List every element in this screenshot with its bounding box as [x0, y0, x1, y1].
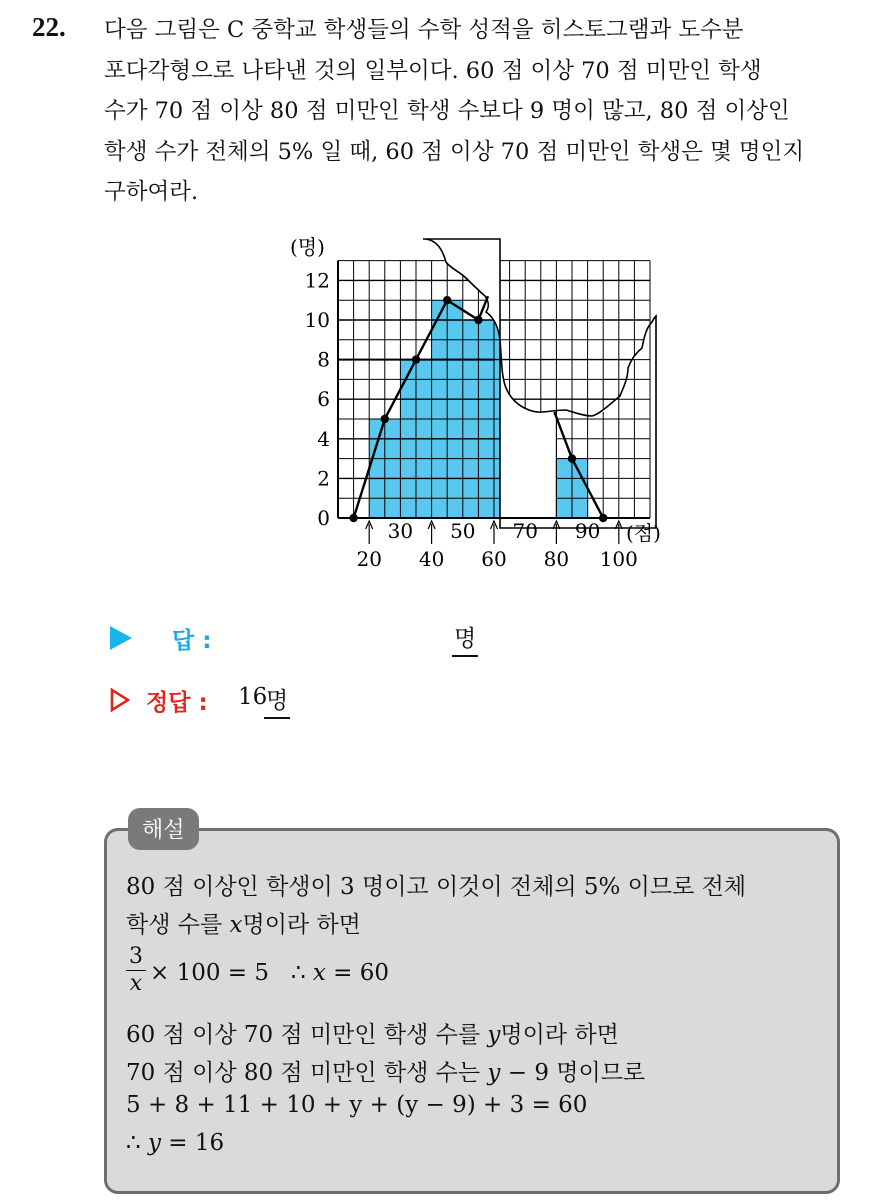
variable-y: y	[487, 1060, 501, 1086]
answer-label: 답 :	[172, 628, 212, 654]
text-span: − 9 명이므로	[500, 1060, 646, 1086]
x-tick-label: 40	[418, 547, 445, 571]
y-axis-title: (명)	[290, 235, 325, 259]
text-span: ∴	[126, 1130, 148, 1156]
question-line: 수가 70 점 이상 80 점 미만인 학생 수보다 9 명이 많고, 80 점 이상인	[104, 98, 790, 124]
y-tick-label: 8	[317, 347, 330, 372]
question-line: 학생 수가 전체의 5% 일 때, 60 점 이상 70 점 미만인 학생은 몇 명인지	[104, 138, 805, 165]
x-tick-label: 90	[574, 519, 601, 543]
answer-input[interactable]: 명	[452, 620, 478, 657]
x-tick-label: 30	[387, 519, 414, 543]
x-tick-label: 20	[356, 547, 382, 571]
y-tick-label: 0	[317, 506, 330, 530]
question-text	[104, 10, 864, 213]
fraction	[126, 944, 146, 997]
y-tick-label: 12	[304, 268, 330, 293]
text-span: 60 점 이상 70 점 미만인 학생 수를	[126, 1022, 488, 1048]
y-tick-label: 4	[317, 426, 330, 451]
polygon-point	[568, 454, 576, 462]
text-span: × 100 = 5 ∴	[150, 960, 313, 986]
y-tick-label: 2	[317, 466, 330, 491]
variable-x: x	[312, 960, 326, 986]
outline-triangle-icon	[110, 688, 130, 712]
solution-value: 16	[238, 684, 268, 710]
explanation-line	[126, 1130, 224, 1156]
solution-label: 정답 :	[146, 690, 208, 716]
x-tick-label: 70	[512, 519, 538, 543]
text-span: 70 점 이상 80 점 미만인 학생 수는	[126, 1060, 488, 1086]
explanation-line: 80 점 이상인 학생이 3 명이고 이것이 전체의 5% 이므로 전체	[126, 874, 747, 900]
polygon-point	[349, 514, 357, 522]
y-tick-label: 10	[304, 308, 330, 332]
x-tick-label: 50	[450, 519, 476, 543]
fraction-numerator: 3	[129, 944, 143, 969]
polygon-point	[412, 355, 420, 363]
text-span: 명이라 하면	[242, 912, 361, 938]
explanation-line	[126, 1054, 645, 1087]
solution-unit: 명	[264, 682, 290, 719]
explanation-equation: 5 + 8 + 11 + 10 + y + (y − 9) + 3 = 60	[126, 1092, 588, 1118]
explanation-line	[126, 1016, 619, 1049]
y-axis-labels	[305, 268, 330, 530]
explanation-line	[126, 906, 361, 939]
variable-x: x	[229, 912, 243, 938]
histogram-chart	[280, 228, 680, 578]
explanation-tab: 해설	[128, 808, 199, 850]
polygon-point	[443, 296, 451, 304]
polygon-point	[474, 316, 482, 324]
x-tick-label: 80	[543, 547, 570, 571]
x-tick-label: 60	[481, 547, 507, 571]
play-triangle-icon	[110, 626, 132, 650]
y-tick-label: 6	[317, 387, 330, 412]
text-span: 명이라 하면	[500, 1022, 619, 1048]
answer-row	[110, 620, 610, 660]
question-line: 구하여라.	[104, 179, 199, 205]
text-span: = 60	[325, 960, 390, 986]
question-line: 다음 그림은 C 중학교 학생들의 수학 성적을 히스토그램과 도수분	[104, 17, 744, 43]
question-line: 포다각형으로 나타낸 것의 일부이다. 60 점 이상 70 점 미만인 학생	[104, 57, 762, 84]
text-span: 학생 수를	[126, 912, 230, 938]
variable-y: y	[147, 1130, 161, 1156]
solution-row	[110, 682, 610, 722]
explanation-line	[150, 960, 389, 986]
fraction-denominator: x	[129, 971, 143, 996]
x-axis-title: (점)	[626, 521, 661, 545]
variable-y: y	[487, 1022, 501, 1048]
x-tick-label: 100	[599, 547, 638, 571]
text-span: = 16	[160, 1130, 225, 1156]
polygon-point	[381, 415, 389, 423]
question-number: 22.	[32, 12, 66, 42]
